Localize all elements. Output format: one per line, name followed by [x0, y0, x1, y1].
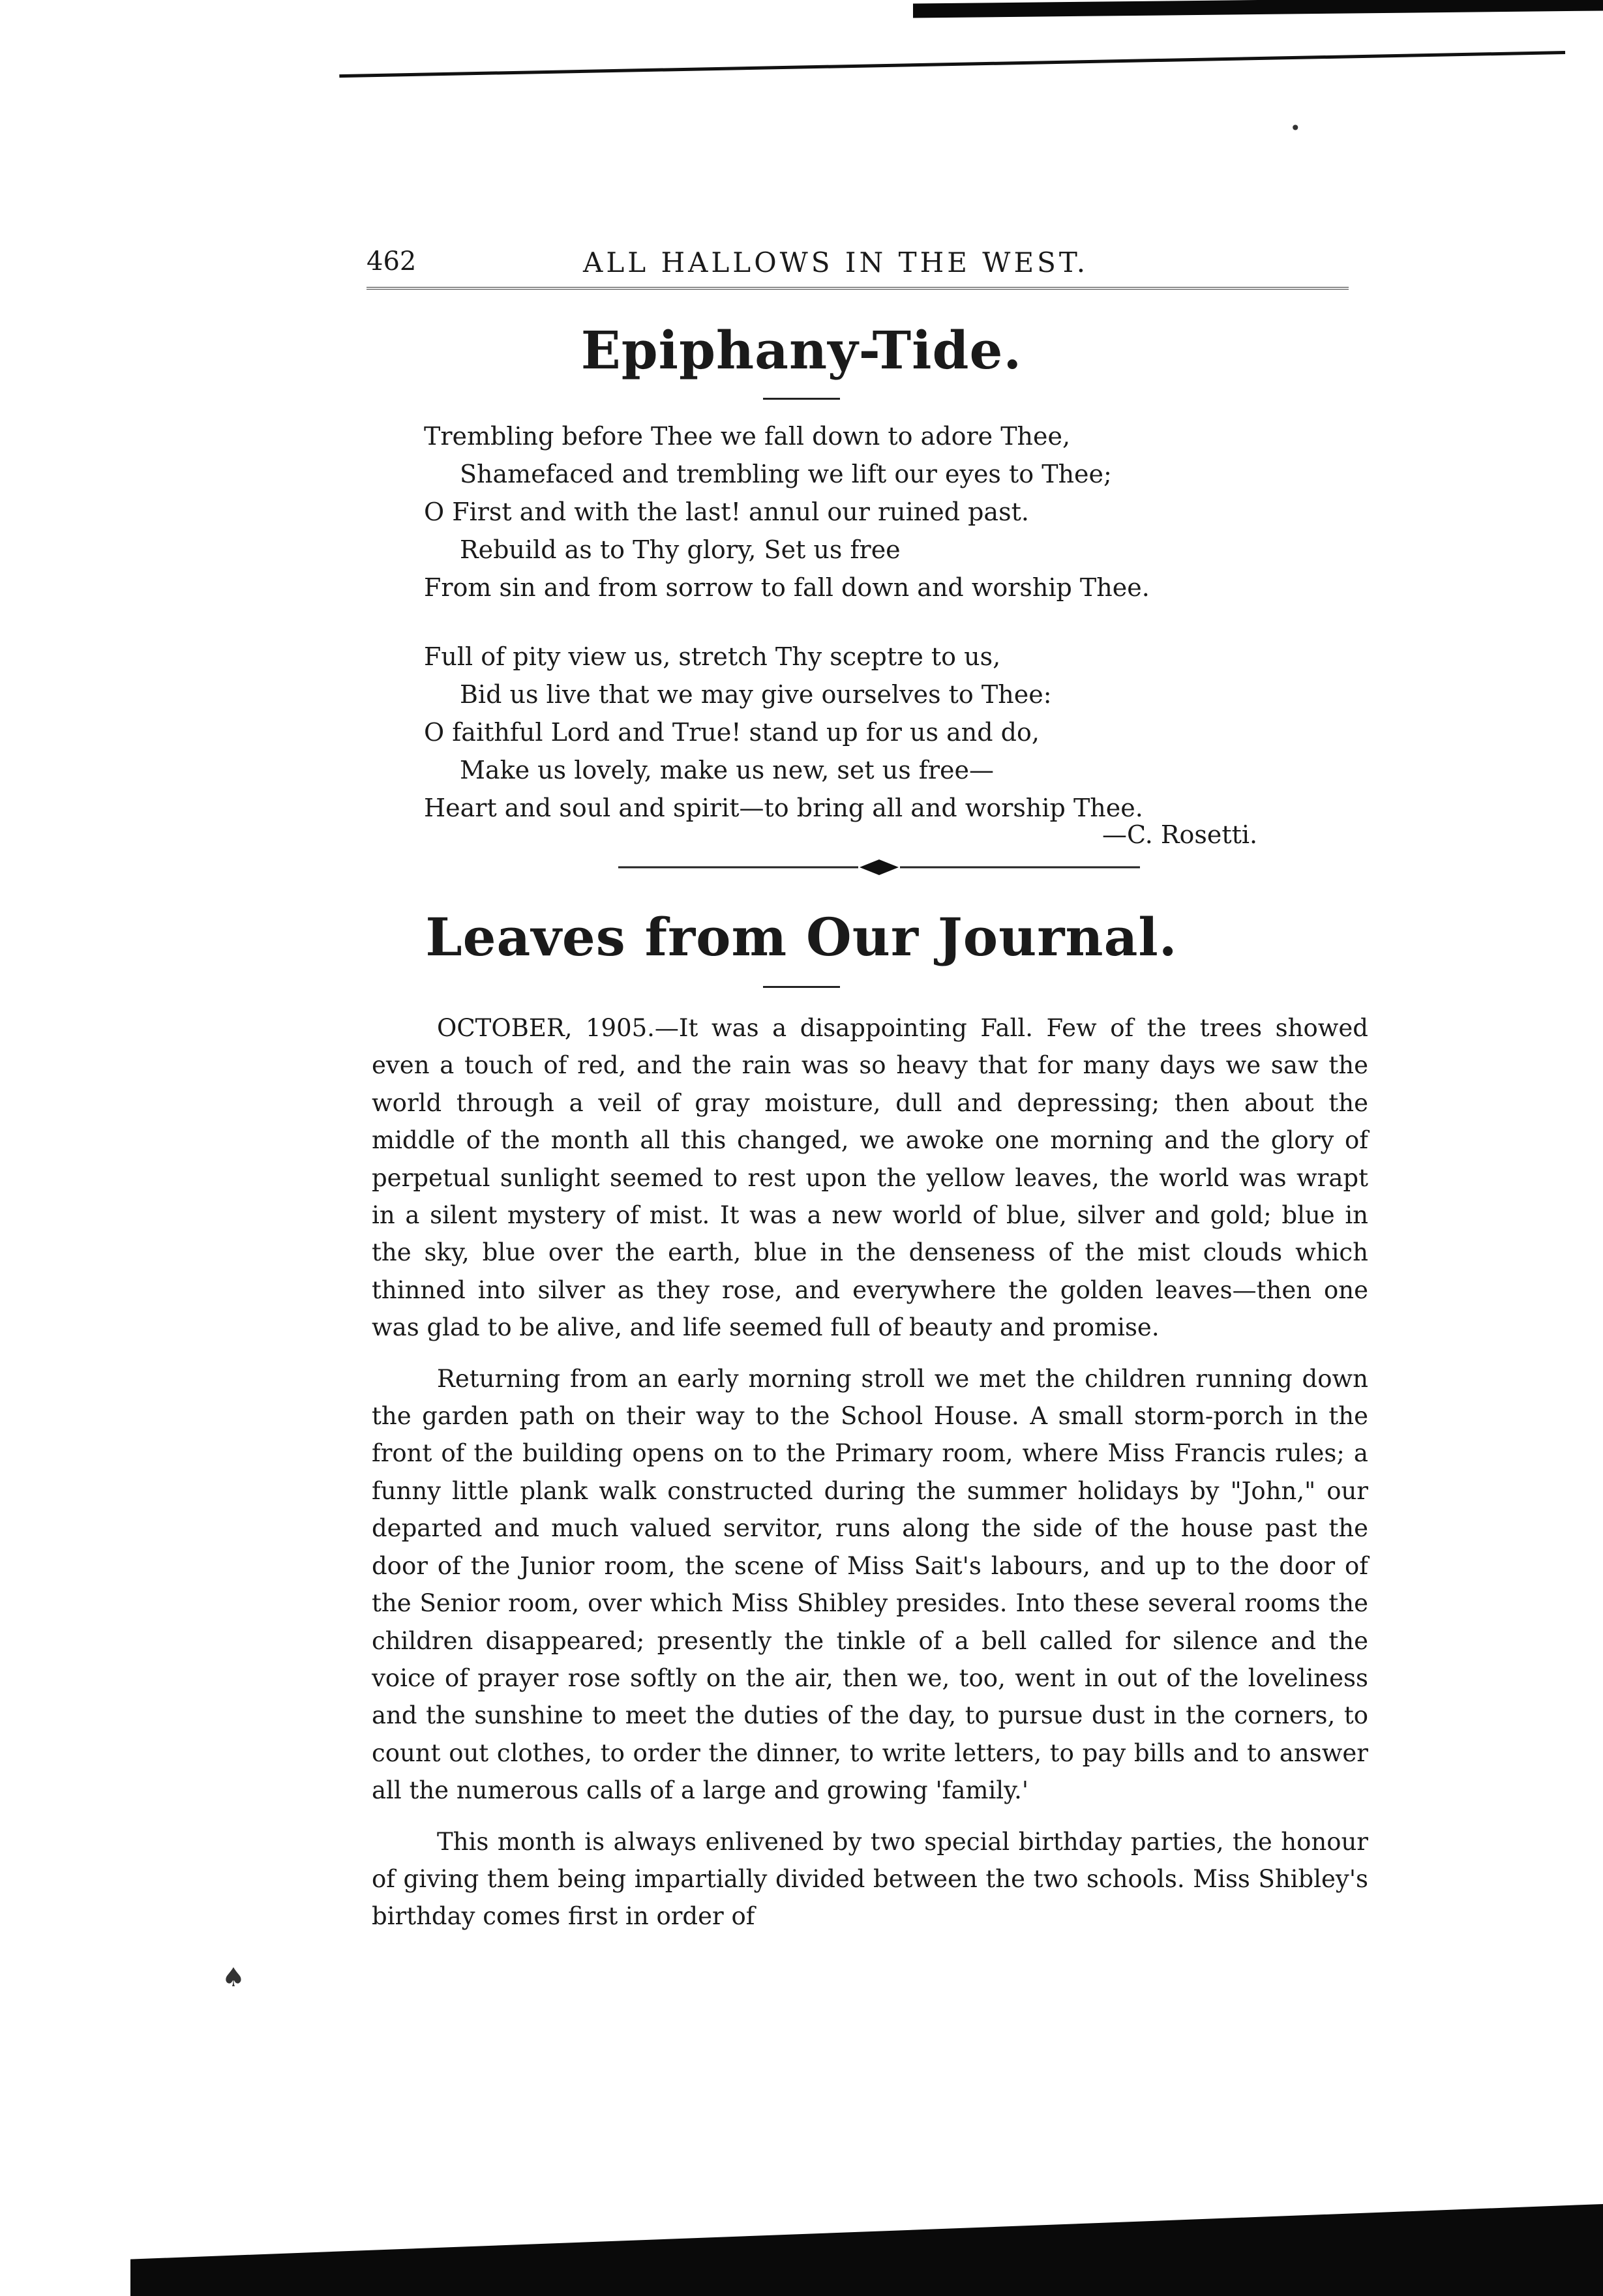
poem-line: Make us lovely, make us new, set us free—	[460, 756, 995, 784]
stanza	[424, 638, 1337, 827]
journal-section-title: Leaves from Our Journal.	[425, 906, 1178, 968]
poem-line: Heart and soul and spirit—to bring all and worship Thee.	[424, 794, 1143, 822]
scan-border-top	[913, 0, 1603, 18]
poem-line: Shamefaced and trembling we lift our eyes to Thee;	[460, 460, 1112, 488]
poem-attribution: —C. Rosetti.	[1102, 820, 1258, 849]
diamond-icon	[860, 859, 899, 875]
page-number: 462	[367, 246, 417, 276]
stanza	[424, 417, 1337, 606]
title-rule	[763, 398, 840, 400]
ornament-divider	[618, 854, 1140, 880]
scan-speck: •	[1290, 117, 1301, 139]
paragraph: This month is always enlivened by two special birthday parties, the honour of giving them being impartially divided between the two schools. Miss Shibley's birthday comes first in order of	[372, 1827, 1368, 1931]
poem-line: From sin and from sorrow to fall down and worship Thee.	[424, 573, 1150, 602]
journal-title: ALL HALLOWS IN THE WEST.	[583, 246, 1089, 278]
running-head	[367, 246, 1349, 283]
paragraph: Returning from an early morning stroll we met the children running down the garden path on their way to the School House. A small storm-porch in the front of the building opens on to the Primary room, where Miss Francis rules; a funny little plank walk constructed during the summer holidays by "John," our departed and much valued servitor, runs along the side of the house past the door of the Junior room, the scene of Miss Sait's labours, and up to the door of the Senior room, over which Miss Shibley presides. Into these several rooms the children disappeared; presently the tinkle of a bell called for silence and the voice of prayer rose softly on the air, then we, too, went in out of the loveliness and the sunshine to meet the duties of the day, to pursue dust in the corners, to count out clothes, to order the dinner, to write letters, to pay bills and to answer all the numerous calls of a large and growing 'family.'	[372, 1364, 1368, 1805]
scan-line-top	[339, 51, 1565, 78]
poem-line: Full of pity view us, stretch Thy sceptre to us,	[424, 642, 1001, 671]
poem-line: Trembling before Thee we fall down to adore Thee,	[424, 422, 1071, 451]
title-rule	[763, 986, 840, 988]
poem-title: Epiphany-Tide.	[580, 320, 1023, 381]
poem-line: Bid us live that we may give ourselves to Thee:	[460, 680, 1052, 709]
poem-line: Rebuild as to Thy glory, Set us free	[460, 535, 901, 564]
paragraph: OCTOBER, 1905.—It was a disappointing Fall. Few of the trees showed even a touch of red, and the rain was so heavy that for many days we saw the world through a veil of gray moisture, dull and depressing; then about the middle of the month all this changed, we awoke one morning and the glory of perpetual sunlight seemed to rest upon the yellow leaves, the world was wrapt in a silent mystery of mist. It was a new world of blue, silver and gold; blue in the sky, blue over the earth, blue in the denseness of the mist clouds which thinned into silver as they rose, and everywhere the golden leaves—then one was glad to be alive, and life seemed full of beauty and promise.	[372, 1014, 1368, 1342]
poem	[424, 417, 1337, 827]
header-rule	[367, 287, 1349, 290]
poem-line: O faithful Lord and True! stand up for us and do,	[424, 718, 1040, 747]
poem-line: O First and with the last! annul our ruined past.	[424, 498, 1029, 526]
journal-body	[372, 1009, 1368, 1949]
scan-speck: ♠	[222, 1963, 245, 1993]
scan-border-bottom	[130, 2204, 1603, 2296]
